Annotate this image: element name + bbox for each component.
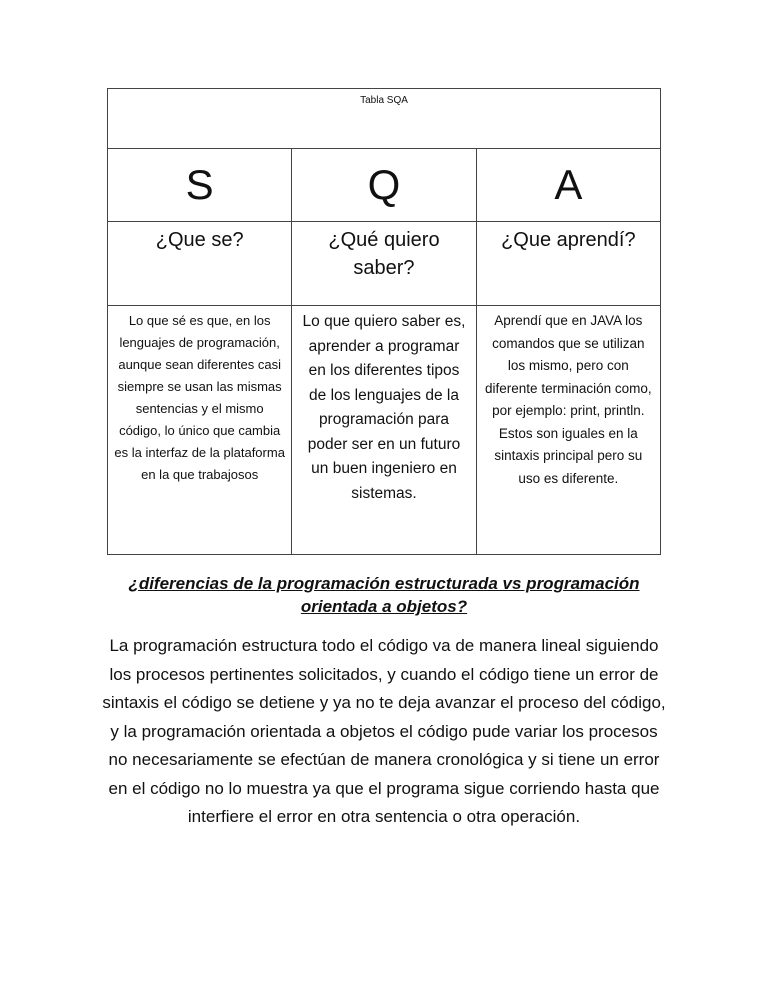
title-row: [108, 89, 661, 149]
table-title: Tabla SQA: [108, 89, 661, 149]
body-paragraph: La programación estructura todo el código va de manera lineal siguiendo los procesos pertinentes solicitados, y cuando el código tiene un error de sintaxis el código se detiene y ya no te deja avanzar el proceso del código, y la programación orientada a objetos el código pude variar los procesos no necesariamente se efectúan de manera cronológica y si tiene un error en el código no lo muestra ya que el programa sigue corriendo hasta que interfiere el error en otra sentencia o otra operación.: [102, 636, 666, 826]
letters-row: [108, 149, 661, 222]
letter-a: A: [476, 149, 660, 222]
question-q: ¿Qué quiero saber?: [292, 222, 476, 306]
answer-a: Aprendí que en JAVA los comandos que se utilizan los mismo, pero con diferente terminación como, por ejemplo: print, println. Estos son iguales en la sintaxis principal pero su uso es diferente.: [476, 306, 660, 555]
letter-q: Q: [292, 149, 476, 222]
letter-s: S: [108, 149, 292, 222]
answer-s: Lo que sé es que, en los lenguajes de programación, aunque sean diferentes casi siempre se usan las mismas sentencias y el mismo código, lo único que cambia es la interfaz de la plataforma en la que trabajosos: [108, 306, 292, 555]
answer-q: Lo que quiero saber es, aprender a programar en los diferentes tipos de los lenguajes de la programación para poder ser en un futuro un buen ingeniero en sistemas.: [292, 306, 476, 555]
question-s: ¿Que se?: [108, 222, 292, 306]
questions-row: [108, 222, 661, 306]
sqa-table: [107, 88, 661, 555]
question-a: ¿Que aprendí?: [476, 222, 660, 306]
answers-row: [108, 306, 661, 555]
section-heading: ¿diferencias de la programación estructurada vs programación orientada a objetos?: [128, 574, 640, 616]
